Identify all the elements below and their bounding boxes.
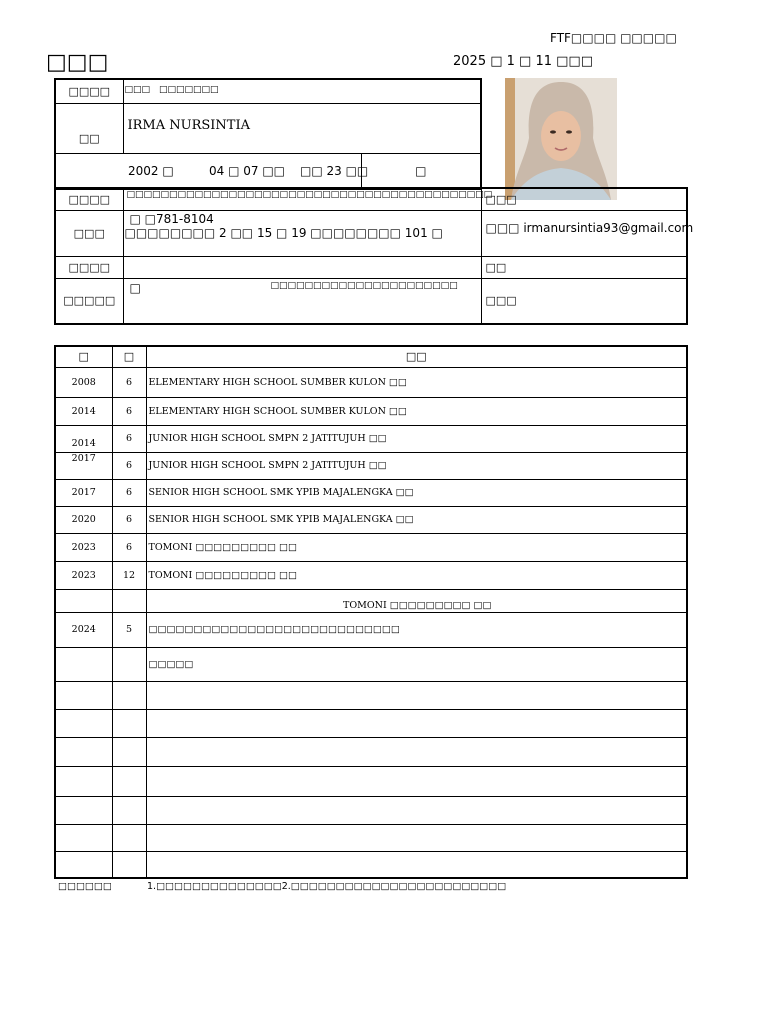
history-year: 2020 <box>55 506 112 533</box>
history-month: 5 <box>112 612 146 647</box>
history-month <box>112 589 146 612</box>
history-year: 2017 <box>55 479 112 506</box>
history-row <box>55 647 687 681</box>
history-text: ELEMENTARY HIGH SCHOOL SUMBER KULON □□ <box>146 367 687 397</box>
contact-mark: □ <box>129 280 141 295</box>
history-table <box>54 345 688 879</box>
history-year <box>55 589 112 612</box>
history-month <box>112 681 146 709</box>
history-row <box>55 851 687 878</box>
history-row <box>55 479 687 506</box>
history-month: 6 <box>112 533 146 561</box>
gender-value: □ <box>361 153 481 189</box>
birth-year: 2002 □ <box>128 163 174 178</box>
personal-info-table <box>54 78 482 190</box>
address-cell <box>123 210 481 256</box>
contact-furigana-label: □□□□ <box>55 256 123 278</box>
contact-email-label: □□□ <box>481 278 687 324</box>
birth-month-day: 04 □ 07 □□ <box>209 163 285 178</box>
history-text <box>146 766 687 796</box>
history-year: 2024 <box>55 612 112 647</box>
contact-cell <box>123 278 481 324</box>
history-year <box>55 681 112 709</box>
history-year <box>55 766 112 796</box>
history-row <box>55 737 687 766</box>
history-text <box>146 681 687 709</box>
history-row <box>55 533 687 561</box>
email-label: □□□ <box>485 221 520 235</box>
contact-note: □□□□□□□□□□□□□□□□□□□□□□ <box>270 280 458 291</box>
history-row <box>55 612 687 647</box>
history-year <box>55 851 112 878</box>
history-row <box>55 367 687 397</box>
history-month: 6 <box>112 506 146 533</box>
history-text <box>146 851 687 878</box>
history-row <box>55 425 687 452</box>
history-header-content: □□ <box>146 346 687 367</box>
history-month <box>112 796 146 824</box>
history-text: JUNIOR HIGH SCHOOL SMPN 2 JATITUJUH □□ <box>146 425 687 452</box>
history-month: 6 <box>112 367 146 397</box>
history-text: TOMONI □□□□□□□□□ □□ <box>146 561 687 589</box>
address-furigana-value: □□□□□□□□□□□□□□□□□□□□□□□□□□□□□□□□□□□□□□□□□□□ <box>123 188 481 210</box>
history-year: 2008 <box>55 367 112 397</box>
history-text: □□□□□ <box>146 647 687 681</box>
history-row <box>55 824 687 851</box>
history-text: ELEMENTARY HIGH SCHOOL SUMBER KULON □□ <box>146 397 687 425</box>
history-row <box>55 796 687 824</box>
email-value: irmanursintia93@gmail.com <box>523 221 694 235</box>
birthdate-cell <box>55 153 369 189</box>
address-value: □□□□□□□□ 2 □□ 15 □ 19 □□□□□□□□ 101 □ <box>124 225 443 240</box>
contact-furigana-value <box>123 256 481 278</box>
history-month <box>112 824 146 851</box>
history-year: 2023 <box>55 533 112 561</box>
history-year: 2023 <box>55 561 112 589</box>
furigana-value: □□□ □□□□□□□ <box>123 79 481 103</box>
history-row <box>55 766 687 796</box>
history-year <box>55 796 112 824</box>
history-month: 12 <box>112 561 146 589</box>
address-label: □□□ <box>55 210 123 256</box>
history-text <box>146 709 687 737</box>
history-month <box>112 851 146 878</box>
history-text: TOMONI □□□□□□□□□ □□ <box>146 589 687 612</box>
history-year <box>55 647 112 681</box>
history-year <box>55 824 112 851</box>
name-label: □□ <box>55 103 123 153</box>
applicant-photo <box>505 78 617 200</box>
age: □□ 23 □□ <box>300 163 369 178</box>
history-text: SENIOR HIGH SCHOOL SMK YPIB MAJALENGKA □□ <box>146 506 687 533</box>
email-cell <box>481 210 694 256</box>
name-value: IRMA NURSINTIA <box>123 103 481 153</box>
history-month: 6 <box>112 397 146 425</box>
history-month: 6 <box>112 425 146 452</box>
history-year: 2014 <box>55 397 112 425</box>
history-text <box>146 737 687 766</box>
history-year: 2014 <box>55 425 112 452</box>
history-row <box>55 397 687 425</box>
footer-label: □□□□□□ <box>58 881 112 892</box>
history-year <box>55 709 112 737</box>
history-header-row <box>55 346 687 367</box>
address-table <box>54 187 694 325</box>
history-row <box>55 709 687 737</box>
postal-code: □ □781-8104 <box>129 211 214 226</box>
address-furigana-label: □□□□ <box>55 188 123 210</box>
history-year: 2017 <box>55 452 112 479</box>
document-date: 2025 □ 1 □ 11 □□□ <box>453 54 593 69</box>
history-text <box>146 796 687 824</box>
contact-phone-label: □□ <box>481 256 687 278</box>
history-month <box>112 647 146 681</box>
history-text: JUNIOR HIGH SCHOOL SMPN 2 JATITUJUH □□ <box>146 452 687 479</box>
history-text: TOMONI □□□□□□□□□ □□ <box>146 533 687 561</box>
history-row <box>55 589 687 612</box>
company-line: FTF□□□□ □□□□□ <box>550 31 677 45</box>
portrait-image <box>505 78 617 200</box>
history-year <box>55 737 112 766</box>
history-row <box>55 681 687 709</box>
contact-label: □□□□□ <box>55 278 123 324</box>
history-text <box>146 824 687 851</box>
furigana-label: □□□□ <box>55 79 123 103</box>
document-title: □□□ <box>46 50 109 75</box>
history-month: 6 <box>112 452 146 479</box>
history-month <box>112 766 146 796</box>
history-month <box>112 709 146 737</box>
history-text: SENIOR HIGH SCHOOL SMK YPIB MAJALENGKA □□ <box>146 479 687 506</box>
phone-label: □□□ <box>481 188 687 210</box>
history-row <box>55 452 687 479</box>
footer-note: 1.□□□□□□□□□□□□□□2.□□□□□□□□□□□□□□□□□□□□□□□□ <box>147 881 507 892</box>
history-header-year: □ <box>55 346 112 367</box>
history-row <box>55 506 687 533</box>
history-row <box>55 561 687 589</box>
history-header-month: □ <box>112 346 146 367</box>
history-text: □□□□□□□□□□□□□□□□□□□□□□□□□□□□ <box>146 612 687 647</box>
history-month <box>112 737 146 766</box>
history-month: 6 <box>112 479 146 506</box>
